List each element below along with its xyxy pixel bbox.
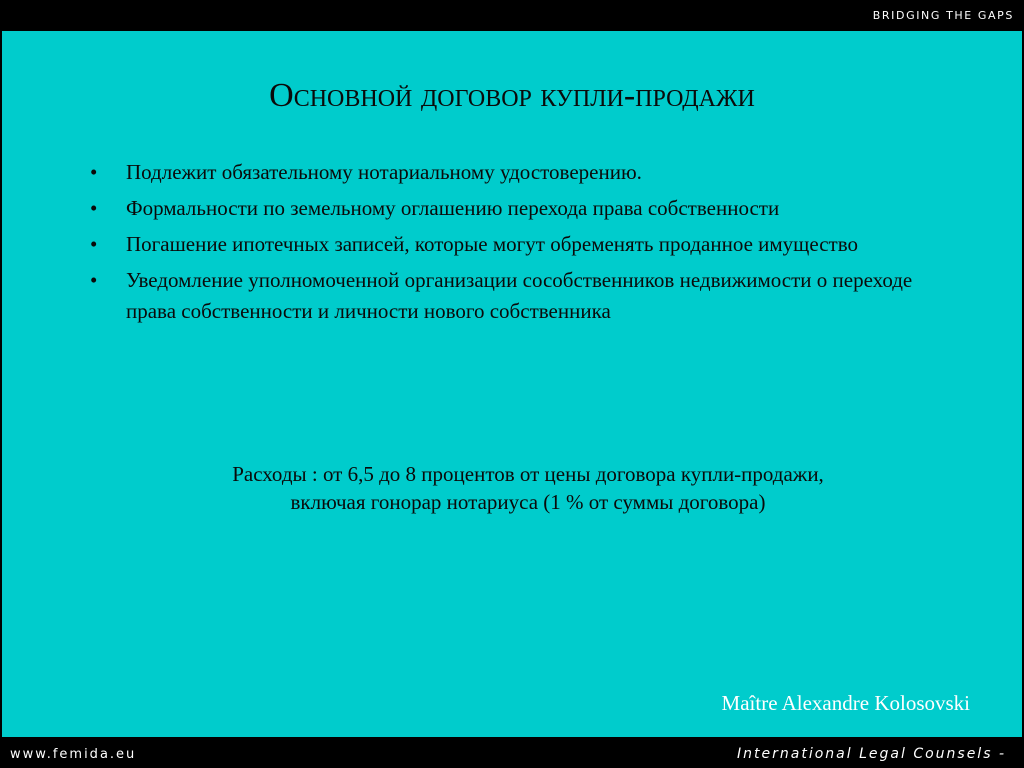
bullet-marker: • — [90, 196, 98, 220]
bullet-item — [90, 229, 950, 260]
bullet-text: Уведомление уполномоченной организации сособственников недвижимости о переходе права собственности и личности нового собственника — [126, 268, 913, 323]
tagline: BRIDGING THE GAPS — [872, 9, 1014, 22]
bullet-text: Подлежит обязательному нотариальному удостоверению. — [126, 160, 642, 184]
costs-line-1: Расходы : от 6,5 до 8 процентов от цены договора купли-продажи, — [232, 462, 824, 486]
footer-tagline: International Legal Counsels - — [737, 746, 1006, 762]
bullet-list — [90, 157, 950, 332]
slide-title: Основной договор купли-продажи — [269, 77, 755, 114]
bullet-marker: • — [90, 232, 98, 256]
slide-content — [2, 31, 1022, 737]
header-bar — [0, 0, 1024, 31]
website-link[interactable]: www.femida.eu — [10, 747, 137, 762]
author-name: Maître Alexandre Kolosovski — [721, 691, 970, 715]
bullet-item — [90, 265, 950, 327]
footer-bar — [0, 737, 1024, 768]
bullet-marker: • — [90, 160, 98, 184]
bullet-marker: • — [90, 268, 98, 292]
costs-line-2: включая гонорар нотариуса (1 % от суммы договора) — [290, 490, 766, 514]
costs-note — [2, 460, 1024, 516]
bullet-text: Погашение ипотечных записей, которые могут обременять проданное имущество — [126, 232, 858, 256]
bullet-item — [90, 193, 950, 224]
bullet-item — [90, 157, 950, 188]
bullet-text: Формальности по земельному оглашению перехода права собственности — [126, 196, 780, 220]
